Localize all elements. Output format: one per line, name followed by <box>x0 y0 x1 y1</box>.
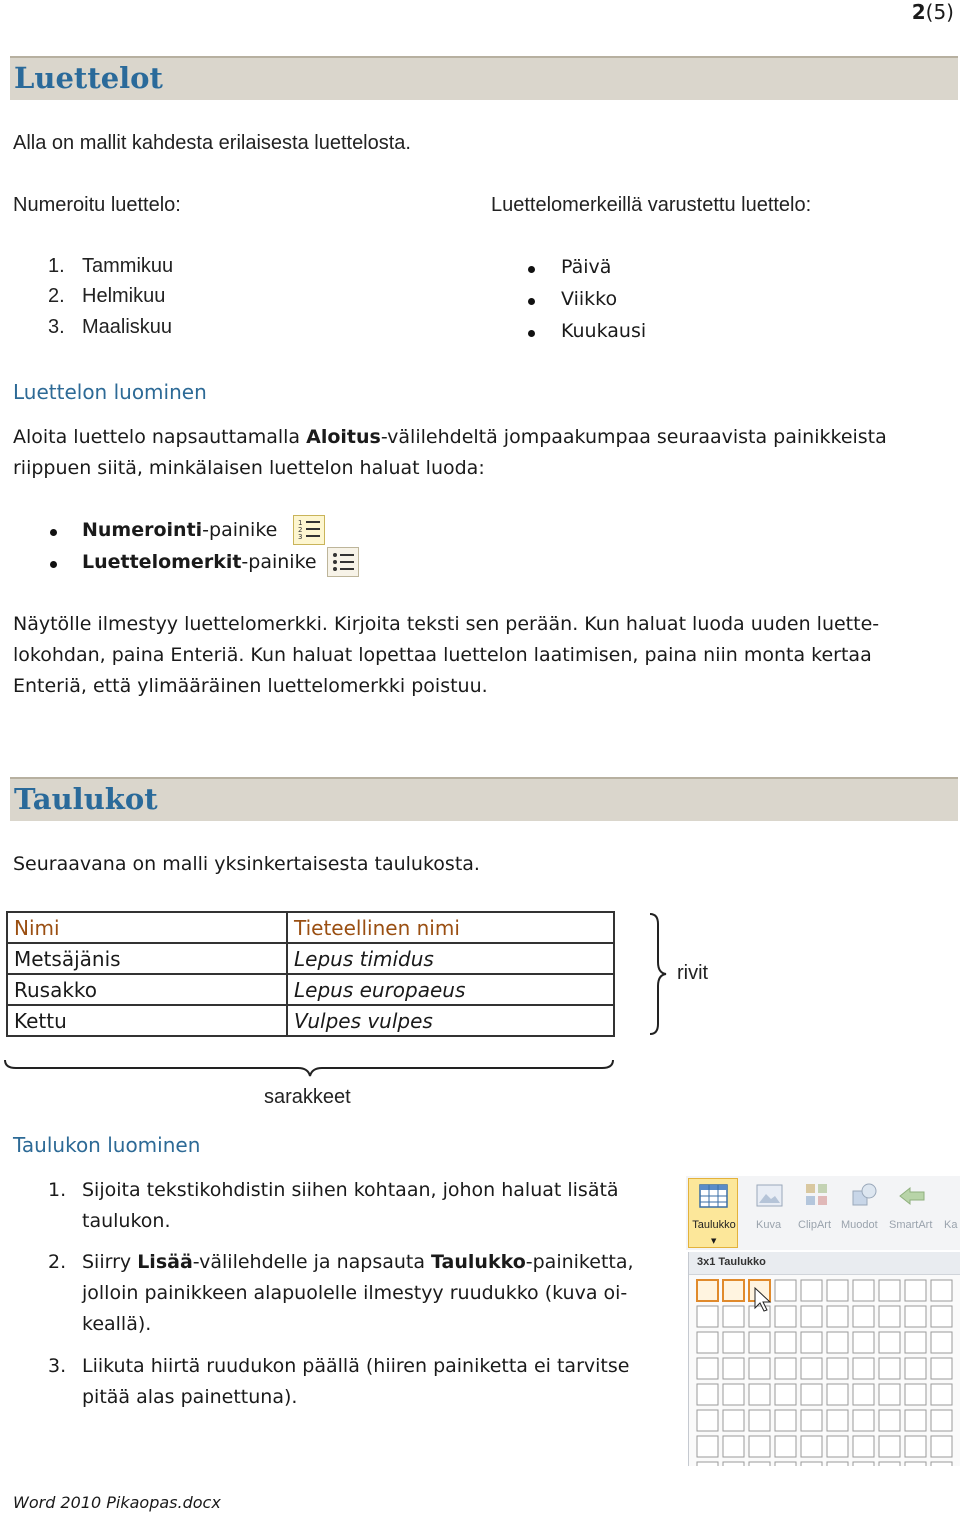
step-number: 1. <box>48 1179 67 1201</box>
step-text: Sijoita tekstikohdistin siihen kohtaan, johon haluat lisätä <box>82 1179 619 1201</box>
grid-cell[interactable] <box>905 1410 926 1431</box>
sample-table <box>6 911 615 1037</box>
table-grid[interactable] <box>693 1276 960 1466</box>
paragraph: Aloita luettelo napsauttamalla Aloitus-välilehdeltä jompaakumpaa seuraavista painikkeista <box>13 426 887 448</box>
ribbon-screenshot <box>686 1176 960 1466</box>
paragraph: Näytölle ilmestyy luettelomerkki. Kirjoita teksti sen perään. Kun haluat luoda uuden luette- <box>13 613 880 635</box>
grid-cell[interactable] <box>723 1410 744 1431</box>
intro-text: Alla on mallit kahdesta erilaisesta luettelosta. <box>13 132 411 154</box>
list-item: Viikko <box>561 288 618 310</box>
subheading-create-list: Luettelon luominen <box>13 380 207 404</box>
grid-cell[interactable] <box>879 1332 900 1353</box>
grid-cell[interactable] <box>749 1410 770 1431</box>
grid-cell[interactable] <box>749 1462 770 1466</box>
grid-cell[interactable] <box>931 1384 952 1405</box>
table-cell: Kettu <box>7 1005 287 1036</box>
bullet-dot <box>528 266 535 273</box>
list-item: 3. <box>48 316 65 338</box>
grid-cell[interactable] <box>827 1384 848 1405</box>
grid-cell[interactable] <box>749 1436 770 1457</box>
list-item: Kuukausi <box>561 320 647 342</box>
grid-cell[interactable] <box>827 1306 848 1327</box>
rows-brace <box>646 910 672 1038</box>
dropdown-arrow-icon: ▼ <box>711 1237 717 1245</box>
list-item: Helmikuu <box>82 285 166 307</box>
grid-cell[interactable] <box>905 1332 926 1353</box>
bullets-icon <box>327 547 359 577</box>
bullet-dot <box>528 330 535 337</box>
grid-cell[interactable] <box>723 1358 744 1379</box>
step-number: 3. <box>48 1355 67 1377</box>
grid-cell[interactable] <box>827 1280 848 1301</box>
grid-cell[interactable] <box>697 1410 718 1431</box>
table-header-row <box>7 912 614 943</box>
step-text: taulukon. <box>82 1210 171 1232</box>
clipart-icon <box>804 1182 830 1208</box>
ribbon-button-label[interactable]: Ka <box>944 1219 958 1231</box>
grid-cell[interactable] <box>879 1410 900 1431</box>
grid-cell[interactable] <box>749 1332 770 1353</box>
table-row <box>7 943 614 974</box>
grid-cell[interactable] <box>801 1306 822 1327</box>
grid-cell[interactable] <box>879 1436 900 1457</box>
taulukko-button[interactable]: Taulukko ▼ <box>688 1178 738 1248</box>
ribbon-button-label[interactable]: Muodot <box>841 1219 878 1231</box>
grid-cell[interactable] <box>775 1306 796 1327</box>
grid-cell[interactable] <box>905 1436 926 1457</box>
grid-cell[interactable] <box>853 1306 874 1327</box>
table-grid-dropdown <box>688 1252 960 1466</box>
grid-cell[interactable] <box>749 1358 770 1379</box>
table-cell: Metsäjänis <box>7 943 287 974</box>
ribbon-button-label[interactable]: ClipArt <box>798 1219 832 1231</box>
grid-cell[interactable] <box>697 1280 718 1301</box>
grid-cell[interactable] <box>749 1384 770 1405</box>
bullet-dot <box>50 561 57 568</box>
grid-cell[interactable] <box>801 1358 822 1379</box>
grid-cell[interactable] <box>697 1462 718 1466</box>
grid-cell[interactable] <box>879 1384 900 1405</box>
list-item: Numerointi-painike <box>82 519 278 541</box>
grid-cell[interactable] <box>775 1462 796 1466</box>
grid-cell[interactable] <box>801 1332 822 1353</box>
grid-cell[interactable] <box>905 1462 926 1466</box>
grid-cell[interactable] <box>723 1306 744 1327</box>
grid-cell[interactable] <box>697 1306 718 1327</box>
grid-cell[interactable] <box>801 1436 822 1457</box>
paragraph: Enteriä, että ylimääräinen luettelomerkki poistuu. <box>13 675 488 697</box>
grid-cell[interactable] <box>931 1462 952 1466</box>
numbering-icon <box>293 515 325 545</box>
list-item: Tammikuu <box>82 255 174 277</box>
paragraph: lokohdan, paina Enteriä. Kun haluat lopettaa luettelon laatimisen, paina niin monta kertaa <box>13 644 872 666</box>
grid-cell[interactable] <box>697 1436 718 1457</box>
grid-cell[interactable] <box>931 1332 952 1353</box>
section-heading-taulukot: Taulukot <box>10 777 958 821</box>
list-item: 2. <box>48 285 65 307</box>
page-number: 2(5) <box>911 0 954 24</box>
svg-text:1: 1 <box>298 519 303 527</box>
grid-cell[interactable] <box>931 1280 952 1301</box>
grid-cell[interactable] <box>931 1306 952 1327</box>
step-text: pitää alas painettuna). <box>82 1386 298 1408</box>
section-heading-luettelot: Luettelot <box>10 56 958 100</box>
paragraph: riippuen siitä, minkälaisen luettelon haluat luoda: <box>13 457 485 479</box>
list-item: Päivä <box>561 256 612 278</box>
columns-label: sarakkeet <box>264 1086 351 1108</box>
grid-cell[interactable] <box>723 1436 744 1457</box>
table-cell: Vulpes vulpes <box>287 1005 614 1036</box>
grid-cell[interactable] <box>853 1332 874 1353</box>
table-header-cell: Nimi <box>7 912 287 943</box>
grid-cell[interactable] <box>697 1358 718 1379</box>
grid-cell[interactable] <box>879 1306 900 1327</box>
grid-cell[interactable] <box>879 1280 900 1301</box>
grid-cell[interactable] <box>905 1280 926 1301</box>
shapes-icon <box>851 1182 879 1208</box>
grid-cell[interactable] <box>853 1358 874 1379</box>
rows-label: rivit <box>677 962 709 984</box>
step-text: keallä). <box>82 1313 152 1335</box>
grid-cell[interactable] <box>723 1332 744 1353</box>
table-cell: Rusakko <box>7 974 287 1005</box>
step-number: 2. <box>48 1251 67 1273</box>
grid-cell[interactable] <box>879 1462 900 1466</box>
grid-cell[interactable] <box>853 1410 874 1431</box>
bullet-list-label: Luettelomerkeillä varustettu luettelo: <box>491 194 812 216</box>
grid-cell[interactable] <box>775 1358 796 1379</box>
table-cell: Lepus europaeus <box>287 974 614 1005</box>
grid-cell[interactable] <box>723 1462 744 1466</box>
grid-cell[interactable] <box>905 1306 926 1327</box>
grid-cell[interactable] <box>775 1280 796 1301</box>
grid-cell[interactable] <box>827 1332 848 1353</box>
grid-cell[interactable] <box>853 1384 874 1405</box>
grid-cell[interactable] <box>931 1436 952 1457</box>
grid-cell[interactable] <box>853 1280 874 1301</box>
grid-cell[interactable] <box>801 1280 822 1301</box>
grid-cell[interactable] <box>827 1358 848 1379</box>
grid-cell[interactable] <box>723 1384 744 1405</box>
grid-cell[interactable] <box>775 1410 796 1431</box>
grid-title: 3x1 Taulukko <box>697 1256 766 1268</box>
table-header-cell: Tieteellinen nimi <box>287 912 614 943</box>
list-item: Maaliskuu <box>82 316 173 338</box>
grid-cell[interactable] <box>723 1280 744 1301</box>
grid-cell[interactable] <box>801 1462 822 1466</box>
svg-text:2: 2 <box>298 526 303 534</box>
table-row <box>7 1005 614 1036</box>
grid-cell[interactable] <box>775 1384 796 1405</box>
ribbon-button-label[interactable]: SmartArt <box>889 1219 933 1231</box>
grid-cell[interactable] <box>697 1332 718 1353</box>
bullet-dot <box>50 529 57 536</box>
grid-cell[interactable] <box>801 1384 822 1405</box>
subheading-create-table: Taulukon luominen <box>13 1133 201 1157</box>
grid-cell[interactable] <box>827 1462 848 1466</box>
grid-cell[interactable] <box>775 1436 796 1457</box>
grid-cell[interactable] <box>801 1410 822 1431</box>
grid-cell[interactable] <box>697 1384 718 1405</box>
grid-cell[interactable] <box>931 1410 952 1431</box>
list-item: 1. <box>48 255 65 277</box>
grid-cell[interactable] <box>905 1358 926 1379</box>
numbered-list-label: Numeroitu luettelo: <box>13 194 181 216</box>
grid-cell[interactable] <box>879 1358 900 1379</box>
grid-cell[interactable] <box>827 1410 848 1431</box>
step-text: Liikuta hiirtä ruudukon päällä (hiiren painiketta ei tarvitse <box>82 1355 630 1377</box>
ribbon-button-label[interactable]: Kuva <box>756 1219 782 1231</box>
columns-brace <box>2 1054 616 1080</box>
grid-cell[interactable] <box>853 1462 874 1466</box>
grid-cell[interactable] <box>931 1358 952 1379</box>
table-row <box>7 974 614 1005</box>
table-icon <box>699 1184 729 1210</box>
svg-text:3: 3 <box>298 533 303 541</box>
footer-filename: Word 2010 Pikaopas.docx <box>13 1493 221 1512</box>
step-text: jolloin painikkeen alapuolelle ilmestyy ruudukko (kuva oi- <box>82 1282 628 1304</box>
list-item: Luettelomerkit-painike <box>82 551 317 573</box>
grid-cell[interactable] <box>827 1436 848 1457</box>
table-cell: Lepus timidus <box>287 943 614 974</box>
step-text: Siirry Lisää-välilehdelle ja napsauta Taulukko-painiketta, <box>82 1251 634 1273</box>
smartart-icon <box>898 1182 928 1208</box>
grid-cell[interactable] <box>775 1332 796 1353</box>
bullet-dot <box>528 298 535 305</box>
table-intro: Seuraavana on malli yksinkertaisesta taulukosta. <box>13 853 480 875</box>
grid-cell[interactable] <box>905 1384 926 1405</box>
grid-cell[interactable] <box>853 1436 874 1457</box>
picture-icon <box>756 1184 784 1208</box>
